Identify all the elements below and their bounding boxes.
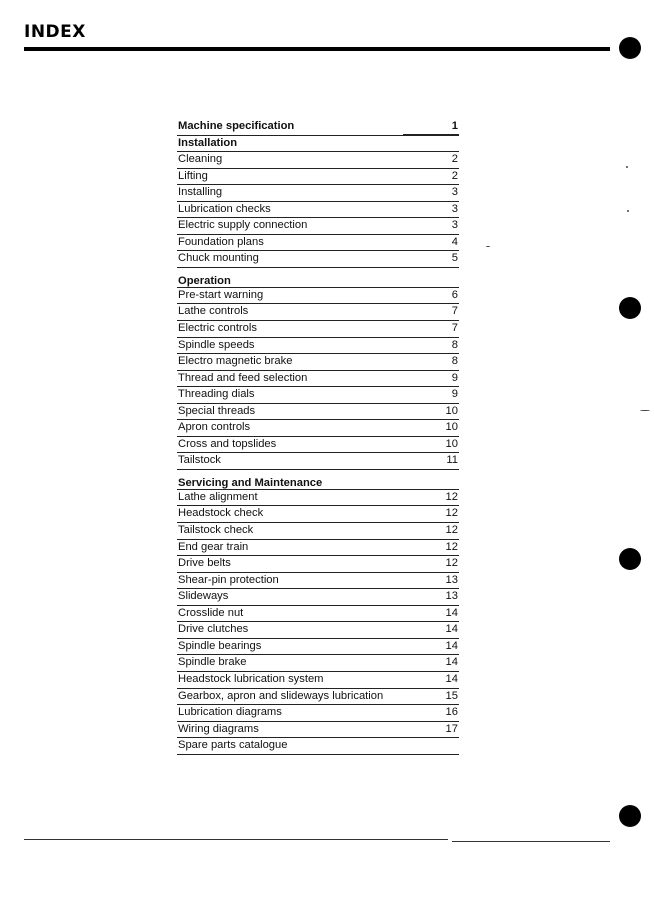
- index-entry: [177, 354, 459, 371]
- index-entry: [177, 540, 459, 557]
- entry-label: Headstock lubrication system: [178, 672, 324, 685]
- index-entry: [177, 202, 459, 219]
- entry-page-number: 14: [445, 656, 458, 669]
- index-entry: [177, 404, 459, 421]
- entry-label: Drive clutches: [178, 623, 249, 636]
- entry-label: Electro magnetic brake: [178, 355, 293, 368]
- entry-page-number: 3: [451, 219, 458, 232]
- entry-page-number: 13: [445, 590, 458, 603]
- index-entry: [177, 689, 459, 706]
- index-entry: [177, 251, 459, 268]
- index-entry: [177, 321, 459, 338]
- entry-label: Apron controls: [178, 421, 251, 434]
- entry-label: Crosslide nut: [178, 606, 244, 619]
- entry-label: Thread and feed selection: [178, 371, 308, 384]
- entry-label: Lathe alignment: [178, 490, 258, 503]
- entry-page-number: 2: [451, 153, 458, 166]
- entry-page-number: 14: [445, 639, 458, 652]
- index-entry: [177, 489, 459, 507]
- entry-label: Electric controls: [178, 322, 257, 335]
- entry-page-number: 12: [445, 557, 458, 570]
- index-entry: [177, 304, 459, 321]
- section-heading: Operation: [178, 274, 231, 287]
- index-entry: [177, 338, 459, 355]
- entry-label: Lifting: [178, 169, 208, 182]
- index-entry: [177, 672, 459, 689]
- index-entry: [177, 639, 459, 656]
- entry-label: Chuck mounting: [178, 252, 259, 265]
- binder-hole-lower-middle: [619, 548, 641, 570]
- entry-page-number: 12: [445, 490, 458, 503]
- footer-rule-right: [452, 841, 610, 842]
- entry-page-number: 8: [451, 355, 458, 368]
- entry-label: Spare parts catalogue: [178, 739, 288, 752]
- section-heading: [177, 135, 459, 153]
- index-entry: [177, 506, 459, 523]
- binder-hole-upper-middle: [619, 297, 641, 319]
- entry-page-number: 2: [451, 169, 458, 182]
- scan-speck: [486, 246, 490, 247]
- index-entry: [177, 523, 459, 540]
- index-entry: [177, 387, 459, 404]
- entry-page-number: 12: [445, 507, 458, 520]
- binder-hole-top: [619, 37, 641, 59]
- entry-label: Shear-pin protection: [178, 573, 279, 586]
- section-heading-label: Installation: [178, 136, 238, 149]
- section-heading: Servicing and Maintenance: [178, 476, 323, 489]
- entry-page-number: 15: [445, 689, 458, 702]
- binder-hole-bottom: [619, 805, 641, 827]
- entry-label: Tailstock check: [178, 524, 254, 537]
- entry-page-number: 9: [451, 388, 458, 401]
- entry-label: Spindle bearings: [178, 639, 262, 652]
- entry-label: Machine specification: [178, 120, 295, 132]
- entry-page-number: 16: [445, 706, 458, 719]
- entry-page-number: 14: [445, 606, 458, 619]
- entry-label: Electric supply connection: [178, 219, 308, 232]
- entry-page-number: 10: [445, 421, 458, 434]
- index-entry-machine-specification: [177, 119, 459, 135]
- entry-page-number: 10: [445, 437, 458, 450]
- index-entry: [177, 287, 459, 305]
- entry-label: Special threads: [178, 404, 256, 417]
- entry-label: Spindle speeds: [178, 338, 255, 351]
- index-entry: [177, 420, 459, 437]
- entry-label: Wiring diagrams: [178, 722, 259, 735]
- entry-page-number: 7: [451, 305, 458, 318]
- scan-speck: [626, 166, 628, 168]
- entry-label: Pre-start warning: [178, 288, 264, 301]
- entry-page-number: 17: [445, 722, 458, 735]
- entry-label: Installing: [178, 186, 223, 199]
- header-rule: [24, 47, 610, 51]
- footer-rule-left: [24, 839, 448, 840]
- index-entry: [177, 235, 459, 252]
- entry-page-number: 10: [445, 404, 458, 417]
- index-entry: [177, 437, 459, 454]
- index-entry: [177, 453, 459, 470]
- scan-speck: [627, 210, 629, 212]
- entry-label: Lubrication checks: [178, 202, 271, 215]
- entry-label: Spindle brake: [178, 656, 247, 669]
- index-entry: [177, 722, 459, 739]
- entry-page-number: 11: [446, 454, 458, 467]
- index-entry: [177, 371, 459, 388]
- entry-page-number: 3: [451, 202, 458, 215]
- index-entry: [177, 606, 459, 623]
- entry-label: Slideways: [178, 590, 229, 603]
- page-title: INDEX: [24, 22, 86, 42]
- entry-page-number: 9: [451, 371, 458, 384]
- index-entry: [177, 573, 459, 590]
- entry-page-number: 12: [445, 524, 458, 537]
- entry-label: Gearbox, apron and slideways lubrication: [178, 689, 384, 702]
- index-table: [177, 119, 459, 755]
- entry-page-number: 6: [451, 288, 458, 301]
- entry-page-number: 3: [451, 186, 458, 199]
- entry-label: Threading dials: [178, 388, 255, 401]
- index-entry: [177, 655, 459, 672]
- entry-page-number: 8: [451, 338, 458, 351]
- entry-label: End gear train: [178, 540, 249, 553]
- entry-page-number: 1: [451, 120, 458, 132]
- entry-label: Lubrication diagrams: [178, 706, 282, 719]
- entry-label: Cross and topslides: [178, 437, 277, 450]
- entry-label: Cleaning: [178, 153, 223, 166]
- entry-page-number: 14: [445, 623, 458, 636]
- entry-label: Lathe controls: [178, 305, 249, 318]
- entry-label: Tailstock: [178, 454, 221, 467]
- index-entry: [177, 152, 459, 169]
- index-entry: [177, 622, 459, 639]
- index-entry: [177, 556, 459, 573]
- entry-label: Drive belts: [178, 557, 231, 570]
- entry-page-number: 13: [445, 573, 458, 586]
- index-entry: [177, 738, 459, 755]
- index-entry: [177, 169, 459, 186]
- entry-label: Headstock check: [178, 507, 264, 520]
- scan-speck: [640, 410, 650, 411]
- index-entry: [177, 705, 459, 722]
- entry-page-number: 12: [445, 540, 458, 553]
- entry-label: Foundation plans: [178, 235, 264, 248]
- index-entry: [177, 185, 459, 202]
- entry-page-number: 4: [451, 235, 458, 248]
- entry-page-number: 7: [451, 322, 458, 335]
- entry-page-number: 14: [445, 672, 458, 685]
- entry-page-number: 5: [451, 252, 458, 265]
- index-entry: [177, 589, 459, 606]
- index-entry: [177, 218, 459, 235]
